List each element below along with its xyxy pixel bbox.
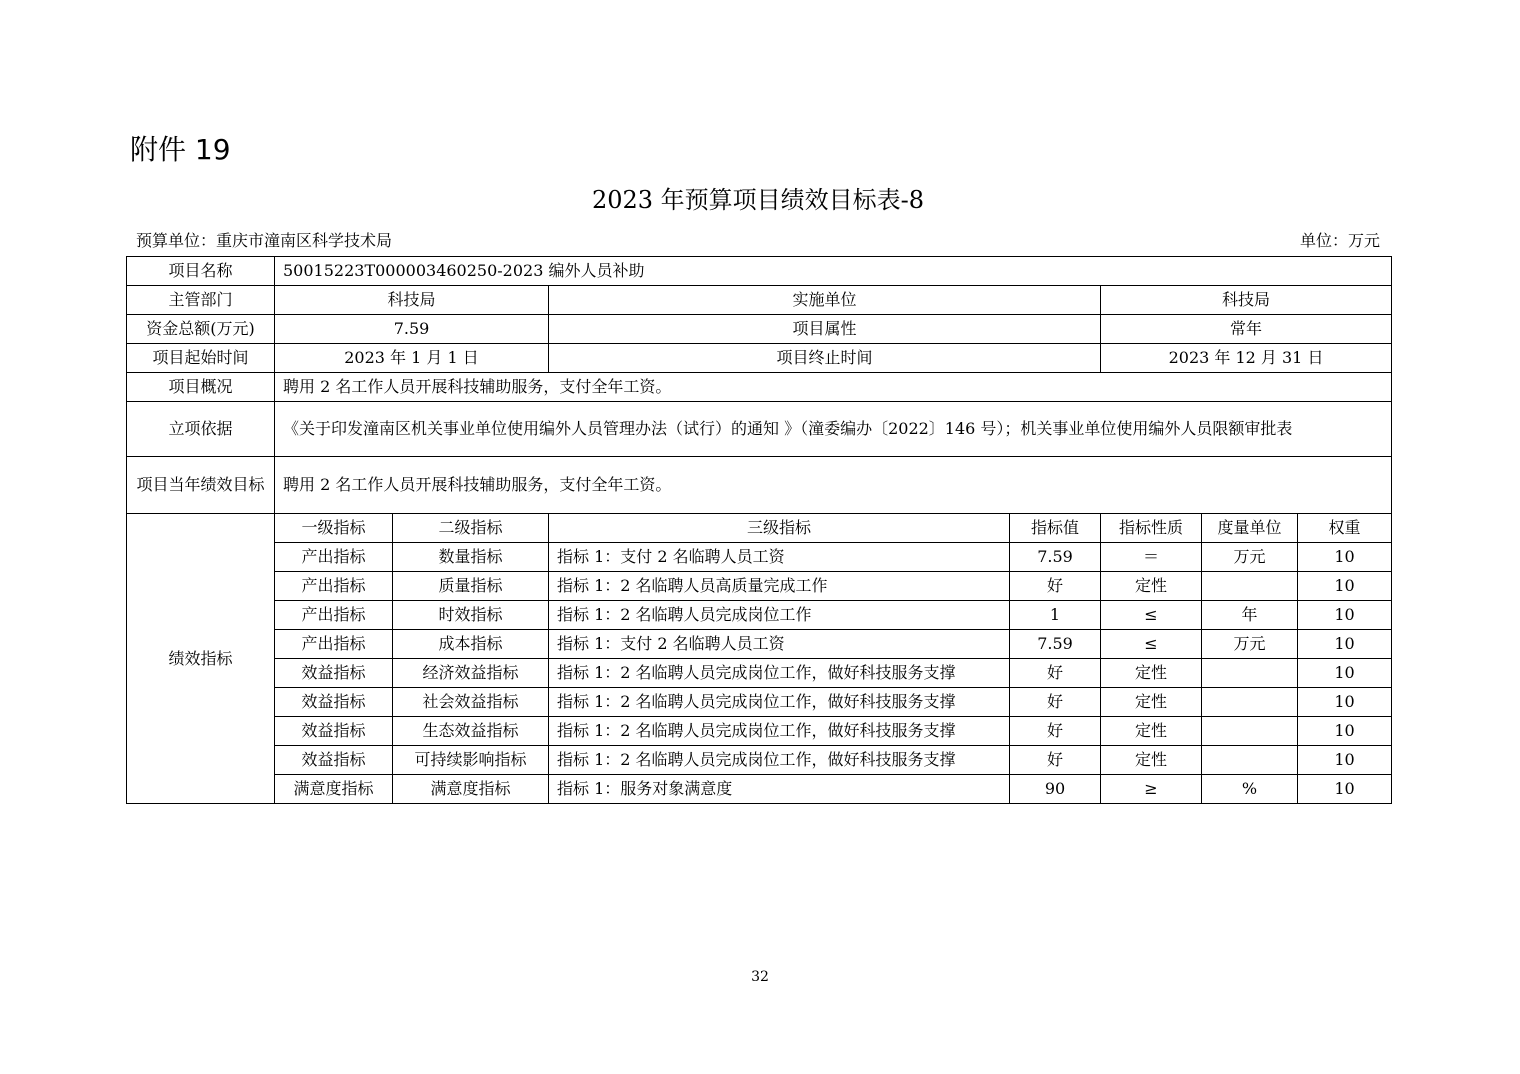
performance-table bbox=[126, 256, 1392, 804]
indicator-header-row bbox=[127, 514, 1392, 543]
indicator-level3: 指标 1：2 名临聘人员完成岗位工作，做好科技服务支撑 bbox=[549, 717, 1010, 746]
indicator-unit bbox=[1202, 572, 1298, 601]
indicator-section-label: 绩效指标 bbox=[127, 514, 275, 804]
row-basis bbox=[127, 402, 1392, 457]
indicator-unit: 年 bbox=[1202, 601, 1298, 630]
impl-value: 科技局 bbox=[1101, 286, 1392, 315]
end-label: 项目终止时间 bbox=[549, 344, 1101, 373]
indicator-value: 7.59 bbox=[1010, 543, 1101, 572]
overview-label: 项目概况 bbox=[127, 373, 275, 402]
indicator-level3: 指标 1：支付 2 名临聘人员工资 bbox=[549, 630, 1010, 659]
indicator-unit bbox=[1202, 688, 1298, 717]
header-weight: 权重 bbox=[1298, 514, 1392, 543]
overview-value: 聘用 2 名工作人员开展科技辅助服务，支付全年工资。 bbox=[275, 373, 1392, 402]
indicator-level1: 效益指标 bbox=[275, 659, 393, 688]
indicator-level2: 经济效益指标 bbox=[393, 659, 549, 688]
funds-value: 7.59 bbox=[275, 315, 549, 344]
end-value: 2023 年 12 月 31 日 bbox=[1101, 344, 1392, 373]
indicator-weight: 10 bbox=[1298, 572, 1392, 601]
indicator-weight: 10 bbox=[1298, 717, 1392, 746]
indicator-level2: 成本指标 bbox=[393, 630, 549, 659]
indicator-level2: 质量指标 bbox=[393, 572, 549, 601]
indicator-value: 90 bbox=[1010, 775, 1101, 804]
indicator-level3: 指标 1：2 名临聘人员完成岗位工作，做好科技服务支撑 bbox=[549, 659, 1010, 688]
row-department bbox=[127, 286, 1392, 315]
indicator-row bbox=[127, 775, 1392, 804]
indicator-nature: ≤ bbox=[1101, 601, 1202, 630]
row-goal bbox=[127, 457, 1392, 514]
indicator-row bbox=[127, 717, 1392, 746]
funds-label: 资金总额(万元) bbox=[127, 315, 275, 344]
indicator-weight: 10 bbox=[1298, 775, 1392, 804]
indicator-level1: 满意度指标 bbox=[275, 775, 393, 804]
indicator-level1: 产出指标 bbox=[275, 572, 393, 601]
indicator-value: 好 bbox=[1010, 572, 1101, 601]
dept-label: 主管部门 bbox=[127, 286, 275, 315]
row-project-name bbox=[127, 257, 1392, 286]
indicator-nature: 定性 bbox=[1101, 572, 1202, 601]
basis-label: 立项依据 bbox=[127, 402, 275, 457]
indicator-weight: 10 bbox=[1298, 659, 1392, 688]
indicator-value: 好 bbox=[1010, 746, 1101, 775]
header-unit: 度量单位 bbox=[1202, 514, 1298, 543]
indicator-weight: 10 bbox=[1298, 746, 1392, 775]
indicator-level1: 产出指标 bbox=[275, 543, 393, 572]
attr-value: 常年 bbox=[1101, 315, 1392, 344]
indicator-level1: 效益指标 bbox=[275, 746, 393, 775]
indicator-level2: 满意度指标 bbox=[393, 775, 549, 804]
attachment-label: 附件 19 bbox=[130, 133, 231, 166]
row-funds bbox=[127, 315, 1392, 344]
row-dates bbox=[127, 344, 1392, 373]
indicator-level2: 时效指标 bbox=[393, 601, 549, 630]
header-value: 指标值 bbox=[1010, 514, 1101, 543]
indicator-level1: 效益指标 bbox=[275, 717, 393, 746]
indicator-value: 好 bbox=[1010, 688, 1101, 717]
start-value: 2023 年 1 月 1 日 bbox=[275, 344, 549, 373]
indicator-row bbox=[127, 630, 1392, 659]
indicator-row bbox=[127, 746, 1392, 775]
row-overview bbox=[127, 373, 1392, 402]
indicator-level3: 指标 1：2 名临聘人员完成岗位工作，做好科技服务支撑 bbox=[549, 688, 1010, 717]
indicator-row bbox=[127, 601, 1392, 630]
goal-label: 项目当年绩效目标 bbox=[127, 457, 275, 514]
project-name-value: 50015223T000003460250-2023 编外人员补助 bbox=[275, 257, 1392, 286]
indicator-value: 1 bbox=[1010, 601, 1101, 630]
indicator-level2: 数量指标 bbox=[393, 543, 549, 572]
page-number: 32 bbox=[751, 969, 769, 985]
indicator-weight: 10 bbox=[1298, 688, 1392, 717]
attr-label: 项目属性 bbox=[549, 315, 1101, 344]
indicator-weight: 10 bbox=[1298, 601, 1392, 630]
indicator-level2: 社会效益指标 bbox=[393, 688, 549, 717]
indicator-nature: 定性 bbox=[1101, 659, 1202, 688]
indicator-nature: ＝ bbox=[1101, 543, 1202, 572]
header-level2: 二级指标 bbox=[393, 514, 549, 543]
indicator-row bbox=[127, 688, 1392, 717]
indicator-nature: 定性 bbox=[1101, 746, 1202, 775]
goal-value: 聘用 2 名工作人员开展科技辅助服务，支付全年工资。 bbox=[275, 457, 1392, 514]
dept-value: 科技局 bbox=[275, 286, 549, 315]
impl-label: 实施单位 bbox=[549, 286, 1101, 315]
indicator-weight: 10 bbox=[1298, 630, 1392, 659]
indicator-nature: ≤ bbox=[1101, 630, 1202, 659]
indicator-unit bbox=[1202, 717, 1298, 746]
currency-unit: 单位：万元 bbox=[1299, 231, 1380, 250]
meta-line bbox=[136, 228, 1380, 254]
indicator-weight: 10 bbox=[1298, 543, 1392, 572]
indicator-row bbox=[127, 543, 1392, 572]
indicator-level2: 生态效益指标 bbox=[393, 717, 549, 746]
indicator-level3: 指标 1：2 名临聘人员完成岗位工作 bbox=[549, 601, 1010, 630]
header-level3: 三级指标 bbox=[549, 514, 1010, 543]
document-title: 2023 年预算项目绩效目标表-8 bbox=[591, 186, 925, 214]
indicator-nature: 定性 bbox=[1101, 717, 1202, 746]
indicator-level1: 效益指标 bbox=[275, 688, 393, 717]
indicator-level1: 产出指标 bbox=[275, 630, 393, 659]
indicator-row bbox=[127, 572, 1392, 601]
indicator-unit: 万元 bbox=[1202, 543, 1298, 572]
indicator-nature: ≥ bbox=[1101, 775, 1202, 804]
indicator-unit: 万元 bbox=[1202, 630, 1298, 659]
indicator-level3: 指标 1：2 名临聘人员完成岗位工作，做好科技服务支撑 bbox=[549, 746, 1010, 775]
indicator-unit: % bbox=[1202, 775, 1298, 804]
indicator-value: 好 bbox=[1010, 717, 1101, 746]
indicator-level2: 可持续影响指标 bbox=[393, 746, 549, 775]
indicator-level1: 产出指标 bbox=[275, 601, 393, 630]
budget-unit: 预算单位：重庆市潼南区科学技术局 bbox=[136, 231, 393, 250]
indicator-value: 7.59 bbox=[1010, 630, 1101, 659]
basis-value: 《关于印发潼南区机关事业单位使用编外人员管理办法（试行）的通知 》（潼委编办〔2022〕146 号）；机关事业单位使用编外人员限额审批表 bbox=[275, 402, 1392, 457]
indicator-level3: 指标 1：服务对象满意度 bbox=[549, 775, 1010, 804]
indicator-unit bbox=[1202, 746, 1298, 775]
indicator-unit bbox=[1202, 659, 1298, 688]
indicator-level3: 指标 1：2 名临聘人员高质量完成工作 bbox=[549, 572, 1010, 601]
indicator-nature: 定性 bbox=[1101, 688, 1202, 717]
indicator-row bbox=[127, 659, 1392, 688]
start-label: 项目起始时间 bbox=[127, 344, 275, 373]
project-name-label: 项目名称 bbox=[127, 257, 275, 286]
header-nature: 指标性质 bbox=[1101, 514, 1202, 543]
header-level1: 一级指标 bbox=[275, 514, 393, 543]
indicator-level3: 指标 1：支付 2 名临聘人员工资 bbox=[549, 543, 1010, 572]
indicator-value: 好 bbox=[1010, 659, 1101, 688]
